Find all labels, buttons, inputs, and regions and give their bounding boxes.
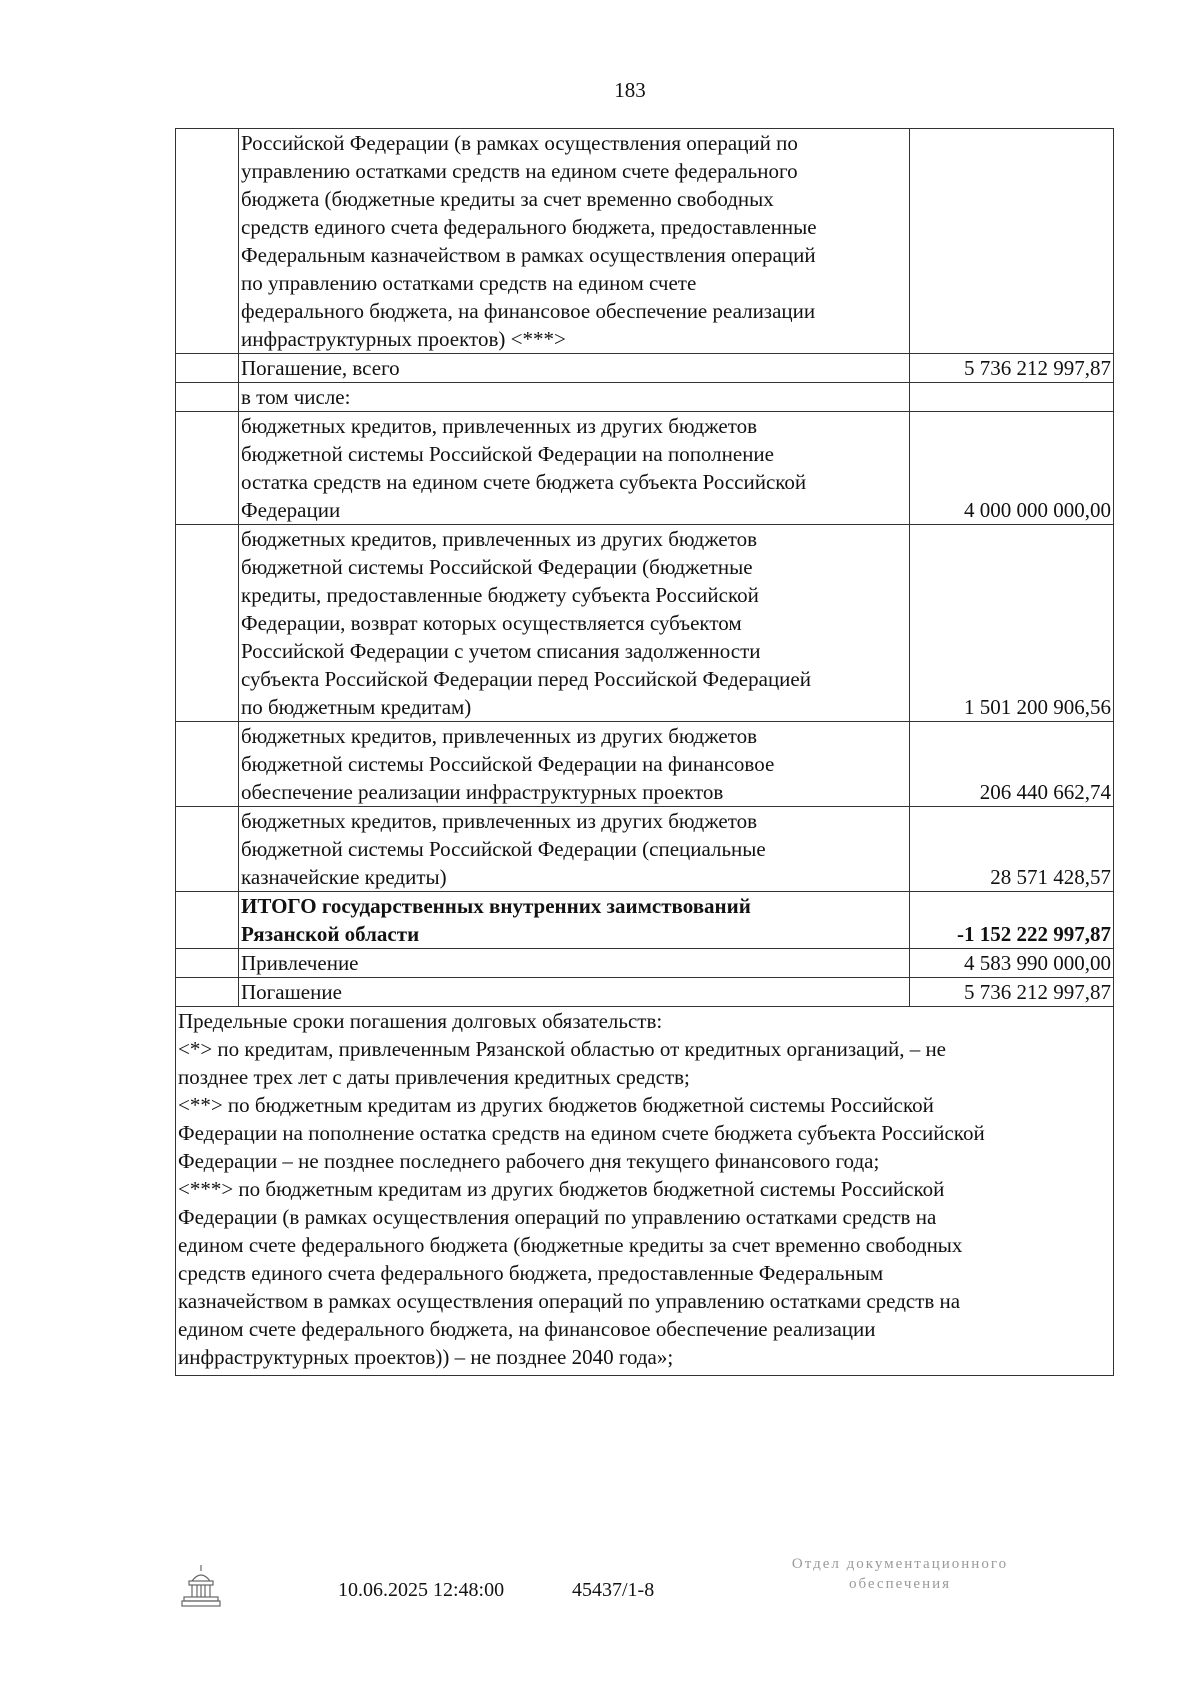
table-row xyxy=(176,722,1114,807)
repayment-total-value: 5 736 212 997,87 xyxy=(910,354,1114,383)
table-row xyxy=(176,412,1114,525)
item-description: бюджетных кредитов, привлеченных из других бюджетов бюджетной системы Российской Федерации (специальные казначейские кредиты) xyxy=(239,807,910,892)
table-row xyxy=(176,949,1114,978)
table-row xyxy=(176,807,1114,892)
footer-datetime: 10.06.2025 12:48:00 xyxy=(338,1579,505,1601)
total-label: ИТОГО государственных внутренних заимствований Рязанской области xyxy=(239,892,910,949)
table-row xyxy=(176,354,1114,383)
item-description: бюджетных кредитов, привлеченных из других бюджетов бюджетной системы Российской Федерации на пополнение остатка средств на едином счете бюджета субъекта Российской Федерации xyxy=(239,412,910,525)
item-value: 206 440 662,74 xyxy=(910,722,1114,807)
table-row xyxy=(176,892,1114,949)
department-stamp: Отдел документационного обеспечения xyxy=(791,1556,1009,1592)
attraction-value: 4 583 990 000,00 xyxy=(910,949,1114,978)
item-description: бюджетных кредитов, привлеченных из других бюджетов бюджетной системы Российской Федерации на финансовое обеспечение реализации инфраструктурных проектов xyxy=(239,722,910,807)
attraction-label: Привлечение xyxy=(239,949,910,978)
repayment-value: 5 736 212 997,87 xyxy=(910,978,1114,1007)
maturity-notes: Предельные сроки погашения долговых обязательств: <*> по кредитам, привлеченным Рязанской областью от кредитных организаций, – не позднее трех лет с даты привлечения кредитных средств; <**> по бюджетным кредитам из других бюджетов бюджетной системы Российской Федерации на пополнение остатка средств на едином счете бюджета субъекта Российской Федерации – не позднее последнего рабочего дня текущего финансового года; <***> по бюджетным кредитам из других бюджетов бюджетной системы Российской Федерации (в рамках осуществления операций по управлению остатками средств на едином счете федерального бюджета (бюджетные кредиты за счет временно свободных средств единого счета федерального бюджета, предоставленные Федеральным казначейством в рамках осуществления операций по управлению остатками средств на едином счете федерального бюджета, на финансовое обеспечение реализации инфраструктурных проектов)) – не позднее 2040 года»; xyxy=(176,1007,1114,1376)
building-emblem-icon xyxy=(180,1563,222,1609)
item-value: 1 501 200 906,56 xyxy=(910,525,1114,722)
notes-row xyxy=(176,1007,1114,1376)
footer-doc-number: 45437/1-8 xyxy=(572,1579,655,1601)
item-value: 4 000 000 000,00 xyxy=(910,412,1114,525)
table-row xyxy=(176,383,1114,412)
borrowing-table xyxy=(175,128,1114,1376)
item-value: 28 571 428,57 xyxy=(910,807,1114,892)
table-row xyxy=(176,978,1114,1007)
repayment-label: Погашение xyxy=(239,978,910,1007)
table-row xyxy=(176,129,1114,354)
repayment-total-label: Погашение, всего xyxy=(239,354,910,383)
including-label: в том числе: xyxy=(239,383,910,412)
table-row xyxy=(176,525,1114,722)
page-number: 183 xyxy=(614,78,646,102)
total-value: -1 152 222 997,87 xyxy=(910,892,1114,949)
continuation-cell: Российской Федерации (в рамках осуществления операций по управлению остатками средств на едином счете федерального бюджета (бюджетные кредиты за счет временно свободных средств единого счета федерального бюджета, предоставленные Федеральным казначейством в рамках осуществления операций по управлению остатками средств на едином счете федерального бюджета, на финансовое обеспечение реализации инфраструктурных проектов) <***> xyxy=(239,129,910,354)
item-description: бюджетных кредитов, привлеченных из других бюджетов бюджетной системы Российской Федерации (бюджетные кредиты, предоставленные бюджету субъекта Российской Федерации, возврат которых осуществляется субъектом Российской Федерации с учетом списания задолженности субъекта Российской Федерации перед Российской Федерацией по бюджетным кредитам) xyxy=(239,525,910,722)
